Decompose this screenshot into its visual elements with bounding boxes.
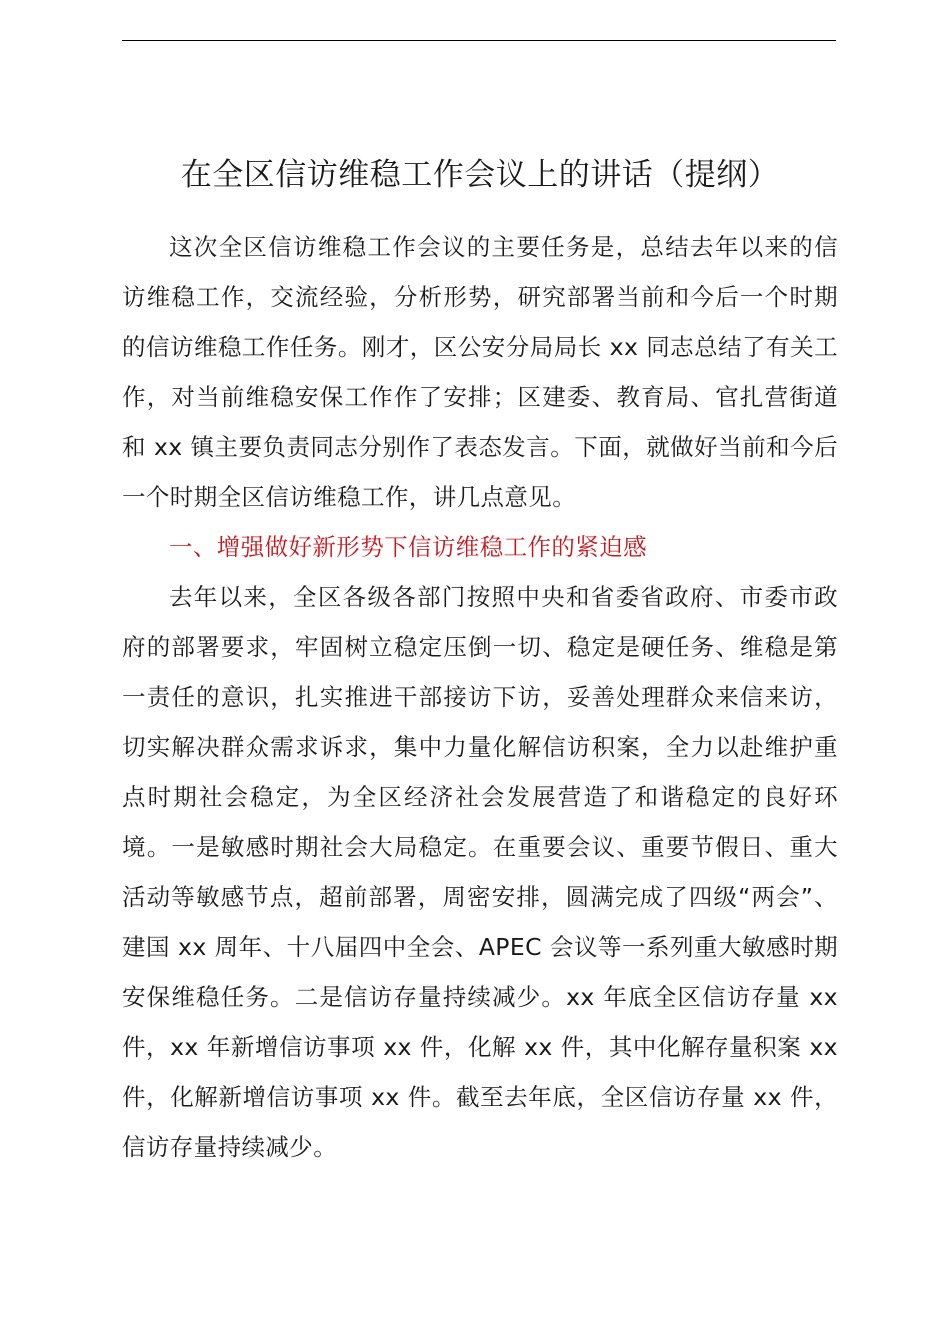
header-rule bbox=[122, 40, 836, 41]
document-title: 在全区信访维稳工作会议上的讲话（提纲） bbox=[180, 157, 780, 193]
intro-paragraph: 这次全区信访维稳工作会议的主要任务是，总结去年以来的信访维稳工作，交流经验，分析形势，研究部署当前和今后一个时期的信访维稳工作任务。刚才，区公安分局局长 xx 同志总结了有关工作，对当前维稳安保工作作了安排；区建委、教育局、官扎营街道和 xx 镇主要负责同志分别作了表态发言。下面，就做好当前和今后一个时期全区信访维稳工作，讲几点意见。 bbox=[122, 233, 838, 511]
section-heading: 一、增强做好新形势下信访维稳工作的紧迫感 bbox=[169, 533, 647, 561]
document-body bbox=[122, 222, 838, 1172]
section-paragraph: 去年以来，全区各级各部门按照中央和省委省政府、市委市政府的部署要求，牢固树立稳定压倒一切、稳定是硬任务、维稳是第一责任的意识，扎实推进干部接访下访，妥善处理群众来信来访，切实解决群众需求诉求，集中力量化解信访积案，全力以赴维护重点时期社会稳定，为全区经济社会发展营造了和谐稳定的良好环境。一是敏感时期社会大局稳定。在重要会议、重要节假日、重大活动等敏感节点，超前部署，周密安排，圆满完成了四级“两会”、建国 xx 周年、十八届四中全会、APEC 会议等一系列重大敏感时期安保维稳任务。二是信访存量持续减少。xx 年底全区信访存量 xx 件，xx 年新增信访事项 xx 件，化解 xx 件，其中化解存量积案 xx 件，化解新增信访事项 xx 件。截至去年底，全区信访存量 xx 件，信访存量持续减少。 bbox=[122, 583, 838, 1161]
